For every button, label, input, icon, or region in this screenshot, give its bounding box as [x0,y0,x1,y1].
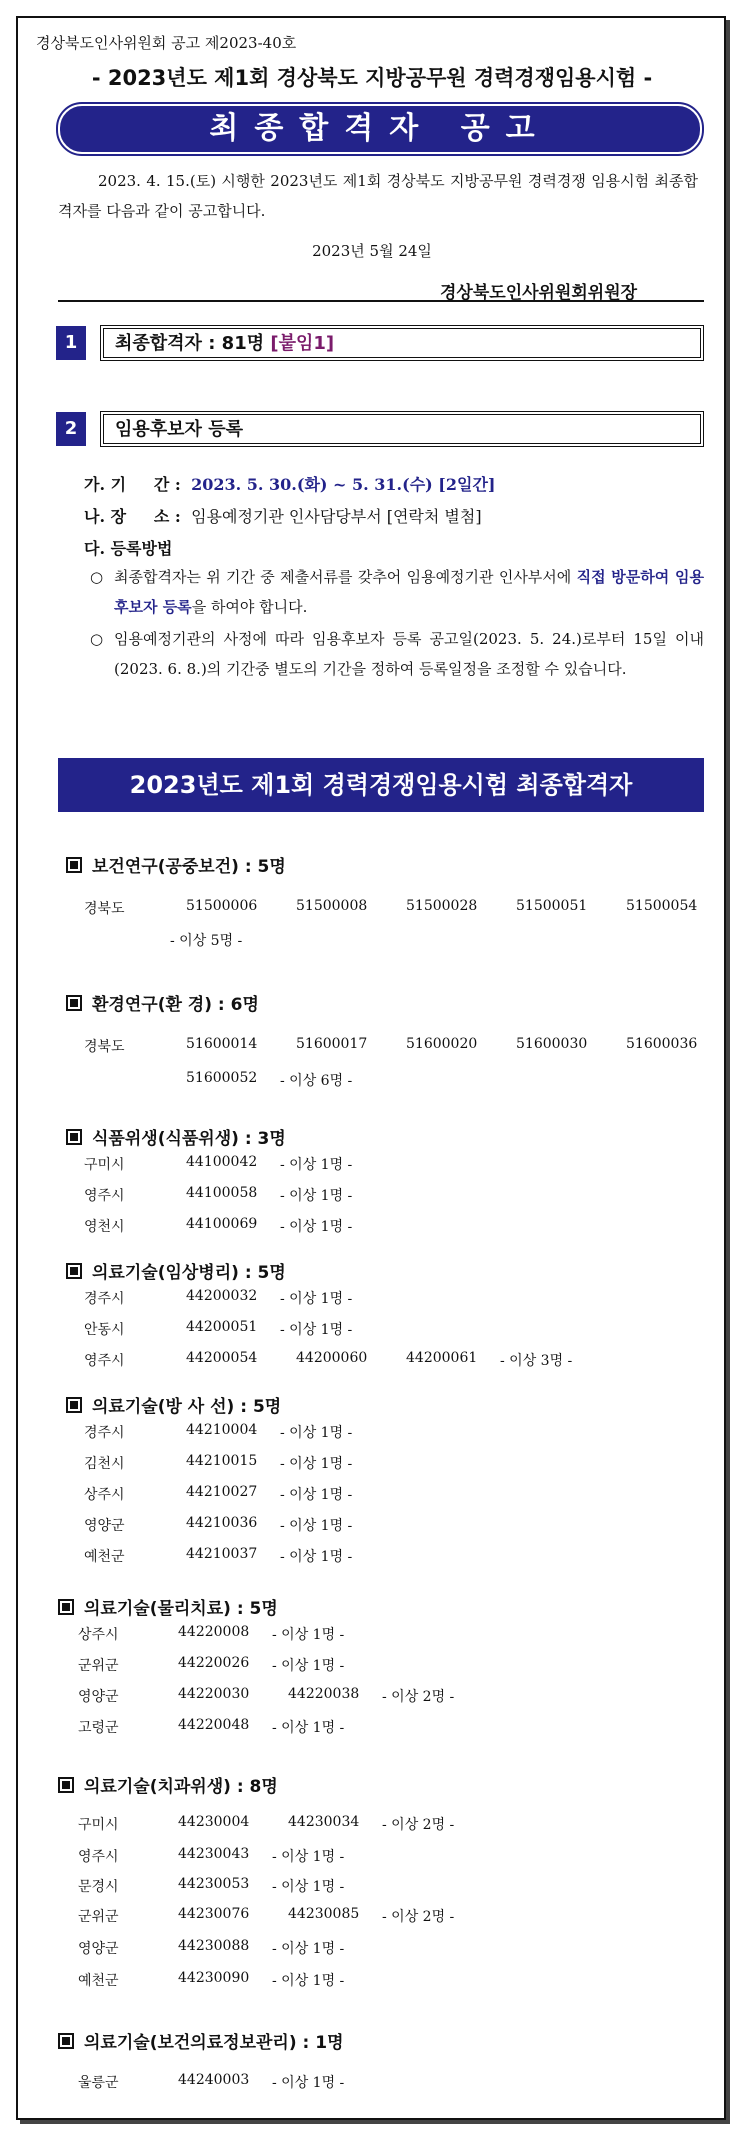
place-key: 나. 장 소 : [84,507,181,526]
count-label: - 이상 1명 - [272,1658,345,1674]
exam-number: 44200054 [186,1350,258,1366]
method-heading: 다. 등록방법 [84,539,173,558]
exam-number: 44100042 [186,1154,258,1170]
region-label: 문경시 [78,1879,119,1895]
count-label: - 이상 1명 - [280,1219,353,1235]
category-heading [66,1124,286,1149]
exam-number: 44230034 [288,1814,360,1830]
region-label: 경북도 [84,1039,125,1055]
count-label: - 이상 5명 - [170,933,243,949]
region-label: 울릉군 [78,2075,119,2091]
bullet-1-highlight: 직접 방문하여 임용후보자 등록 [114,568,704,616]
square-bullet-icon [66,995,82,1011]
region-label: 군위군 [78,1909,119,1925]
region-label: 영주시 [84,1353,125,1369]
category-title: 의료기술(보건의료정보관리) : 1명 [84,2033,344,2053]
bullet-1-text-a: 최종합격자는 위 기간 중 제출서류를 갖추어 임용예정기관 인사부서에 [114,568,577,586]
exam-title: - 2023년도 제1회 경상북도 지방공무원 경력경쟁임용시험 - [91,66,653,90]
exam-number: 44240003 [178,2072,250,2088]
exam-number: 44210004 [186,1422,258,1438]
region-label: 예천군 [78,1973,119,1989]
category-heading [66,852,286,877]
exam-number: 44200051 [186,1319,258,1335]
category-title: 보건연구(공중보건) : 5명 [92,857,286,877]
exam-number: 51600052 [186,1070,258,1086]
exam-number: 51600020 [406,1036,478,1052]
exam-number: 44210036 [186,1515,258,1531]
square-bullet-icon [58,2033,74,2049]
section-1-title: 최종합격자 : 81명 [115,333,265,354]
region-label: 상주시 [84,1487,125,1503]
region-label: 영주시 [78,1849,119,1865]
region-label: 구미시 [78,1817,119,1833]
count-label: - 이상 1명 - [280,1518,353,1534]
region-label: 고령군 [78,1720,119,1736]
exam-number: 51500008 [296,898,368,914]
region-label: 경주시 [84,1425,125,1441]
exam-number: 44220030 [178,1686,250,1702]
committee-chair: 경상북도인사위원회위원장 [440,283,638,303]
section-2-number: 2 [56,412,86,446]
count-label: - 이상 1명 - [280,1322,353,1338]
method-bullet-1 [90,562,704,622]
exam-number: 44210037 [186,1546,258,1562]
count-label: - 이상 1명 - [280,1456,353,1472]
place-row [84,504,482,527]
count-label: - 이상 1명 - [272,1941,345,1957]
count-label: - 이상 1명 - [272,1720,345,1736]
category-title: 의료기술(방 사 선) : 5명 [92,1397,282,1417]
count-label: - 이상 1명 - [280,1487,353,1503]
bullet-2-text: 임용예정기관의 사정에 따라 임용후보자 등록 공고일(2023. 5. 24.)로부터 15일 이내(2023. 6. 8.)의 기간중 별도의 기간을 정하여 등록일정을 조정할 수 있습니다. [114,630,704,678]
square-bullet-icon [66,1263,82,1279]
final-pass-banner: 최종합격자 공고 [58,104,702,154]
count-label: - 이상 1명 - [272,1627,345,1643]
exam-number: 51600036 [626,1036,698,1052]
exam-number: 44230004 [178,1814,250,1830]
count-label: - 이상 1명 - [272,1879,345,1895]
category-title: 의료기술(치과위생) : 8명 [84,1777,278,1797]
region-label: 영양군 [78,1941,119,1957]
exam-number: 51600014 [186,1036,258,1052]
region-label: 영천시 [84,1219,125,1235]
exam-number: 51500006 [186,898,258,914]
region-label: 영주시 [84,1188,125,1204]
category-heading [58,1594,278,1619]
square-bullet-icon [58,1599,74,1615]
category-heading [66,990,259,1015]
region-label: 군위군 [78,1658,119,1674]
exam-number: 44210015 [186,1453,258,1469]
category-heading [66,1258,286,1283]
exam-number: 44230085 [288,1906,360,1922]
exam-number: 51600017 [296,1036,368,1052]
square-bullet-icon [66,1129,82,1145]
exam-number: 44210027 [186,1484,258,1500]
bullet-circle-icon: ○ [90,568,104,586]
category-heading [66,1392,281,1417]
exam-number: 44100058 [186,1185,258,1201]
count-label: - 이상 3명 - [500,1353,573,1369]
exam-number: 44230043 [178,1846,250,1862]
region-label: 경북도 [84,901,125,917]
count-label: - 이상 1명 - [272,1849,345,1865]
region-label: 예천군 [84,1549,125,1565]
final-list-banner: 2023년도 제1회 경력경쟁임용시험 최종합격자 [58,758,704,812]
method-bullet-2 [90,624,704,684]
section-2-title: 임용후보자 등록 [115,419,243,440]
exam-number: 44220008 [178,1624,250,1640]
intro-paragraph: 2023. 4. 15.(토) 시행한 2023년도 제1회 경상북도 지방공무원 경력경쟁 임용시험 최종합격자를 다음과 같이 공고합니다. [58,172,698,220]
count-label: - 이상 1명 - [272,2075,345,2091]
place-value: 임용예정기관 인사담당부서 [연락처 별첨] [191,507,482,526]
region-label: 영양군 [84,1518,125,1534]
exam-number: 44220026 [178,1655,250,1671]
exam-number: 44100069 [186,1216,258,1232]
exam-number: 44230090 [178,1970,250,1986]
count-label: - 이상 1명 - [280,1291,353,1307]
period-key: 가. 기 간 : [84,475,181,494]
count-label: - 이상 2명 - [382,1817,455,1833]
exam-number: 44220038 [288,1686,360,1702]
category-title: 의료기술(물리치료) : 5명 [84,1599,278,1619]
exam-number: 51500054 [626,898,698,914]
attachment-link: [붙임1] [270,333,335,354]
count-label: - 이상 1명 - [280,1188,353,1204]
period-row [84,472,495,495]
category-heading [58,1772,278,1797]
count-label: - 이상 2명 - [382,1909,455,1925]
exam-number: 44220048 [178,1717,250,1733]
count-label: - 이상 1명 - [280,1157,353,1173]
section-1-number: 1 [56,326,86,360]
count-label: - 이상 1명 - [280,1425,353,1441]
count-label: - 이상 6명 - [280,1073,353,1089]
count-label: - 이상 1명 - [280,1549,353,1565]
exam-number: 44230076 [178,1906,250,1922]
square-bullet-icon [66,857,82,873]
category-title: 환경연구(환 경) : 6명 [92,995,259,1015]
count-label: - 이상 2명 - [382,1689,455,1705]
exam-number: 51600030 [516,1036,588,1052]
section-2-box [100,411,704,447]
exam-number: 51500028 [406,898,478,914]
category-heading [58,2028,344,2053]
bullet-1-text-c: 을 하여야 합니다. [191,598,308,616]
region-label: 상주시 [78,1627,119,1643]
notice-number: 경상북도인사위원회 공고 제2023-40호 [36,34,297,52]
square-bullet-icon [58,1777,74,1793]
divider [58,300,704,302]
region-label: 김천시 [84,1456,125,1472]
exam-number: 44200060 [296,1350,368,1366]
region-label: 안동시 [84,1322,125,1338]
exam-number: 44200061 [406,1350,478,1366]
region-label: 영양군 [78,1689,119,1705]
exam-number: 44230053 [178,1876,250,1892]
category-title: 식품위생(식품위생) : 3명 [92,1129,286,1149]
region-label: 구미시 [84,1157,125,1173]
exam-number: 51500051 [516,898,588,914]
count-label: - 이상 1명 - [272,1973,345,1989]
bullet-circle-icon: ○ [90,630,104,648]
section-1-box [100,325,704,361]
square-bullet-icon [66,1397,82,1413]
category-title: 의료기술(임상병리) : 5명 [92,1263,286,1283]
notice-date: 2023년 5월 24일 [312,242,432,260]
exam-number: 44200032 [186,1288,258,1304]
exam-number: 44230088 [178,1938,250,1954]
region-label: 경주시 [84,1291,125,1307]
period-value: 2023. 5. 30.(화) ~ 5. 31.(수) [2일간] [191,475,496,494]
